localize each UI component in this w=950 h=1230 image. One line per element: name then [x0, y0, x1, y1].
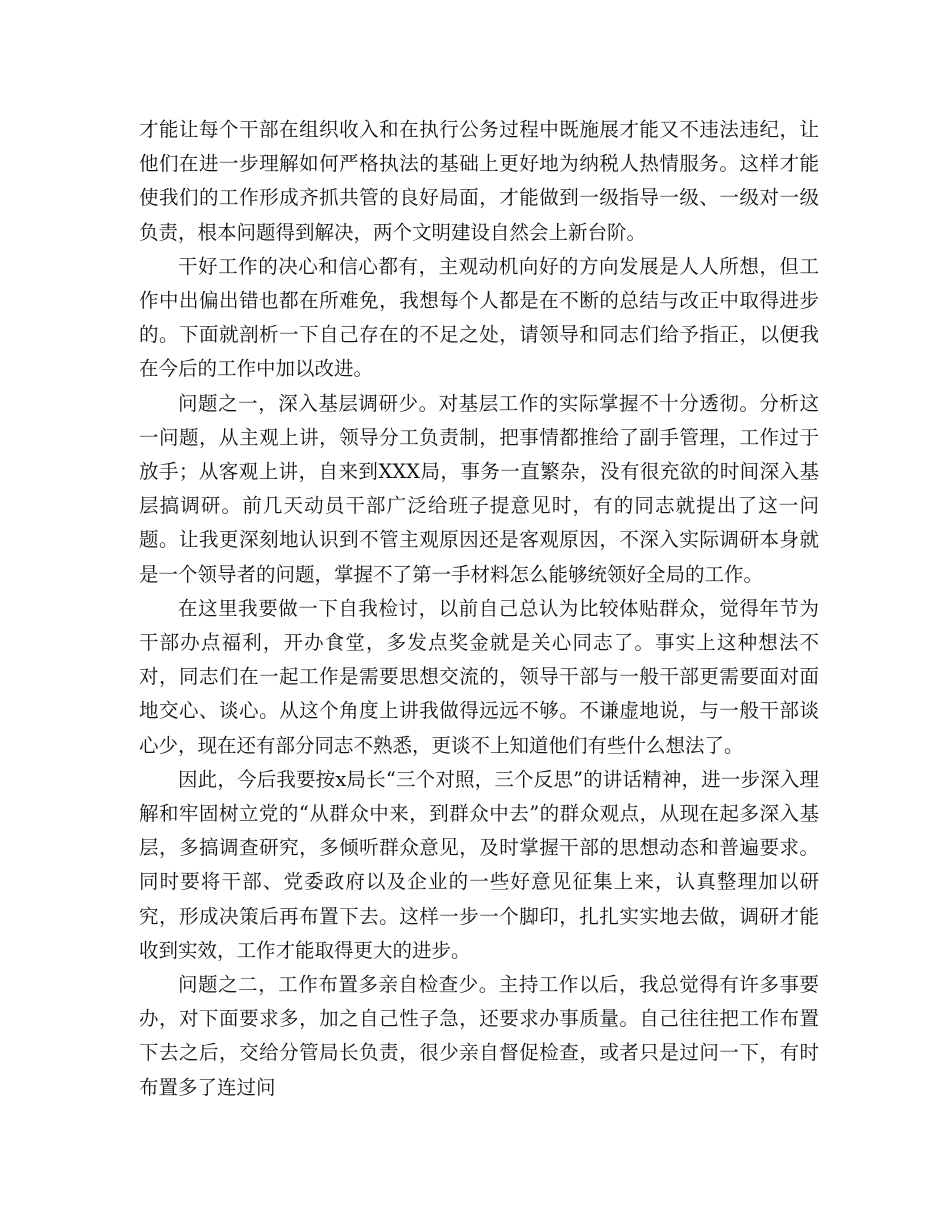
paragraph: 干好工作的决心和信心都有，主观动机向好的方向发展是人人所想，但工作中出偏出错也都在所难免，我想每个人都是在不断的总结与改正中取得进步的。下面就剖析一下自己存在的不足之处，请领导和同志们给予指正，以便我在今后的工作中加以改进。 [139, 254, 819, 381]
paragraph: 问题之一，深入基层调研少。对基层工作的实际掌握不十分透彻。分析这一问题，从主观上讲，领导分工负责制，把事情都推给了副手管理，工作过于放手；从客观上讲，自来到XXX局，事务一直繁杂，没有很充欲的时间深入基层搞调研。前几天动员干部广泛给班子提意见时，有的同志就提出了这一问题。让我更深刻地认识到不管主观原因还是客观原因，不深入实际调研本身就是一个领导者的问题，掌握不了第一手材料怎么能够统领好全局的工作。 [139, 391, 819, 586]
paragraph: 才能让每个干部在组织收入和在执行公务过程中既施展才能又不违法违纪，让他们在进一步理解如何严格执法的基础上更好地为纳税人热情服务。这样才能使我们的工作形成齐抓共管的良好局面，才能做到一级指导一级、一级对一级负责，根本问题得到解决，两个文明建设自然会上新台阶。 [139, 118, 819, 244]
paragraph: 问题之二，工作布置多亲自检查少。主持工作以后，我总觉得有许多事要办，对下面要求多，加之自己性子急，还要求办事质量。自己往往把工作布置下去之后，交给分管局长负责，很少亲自督促检查，或者只是过问一下，有时布置多了连过问 [139, 973, 819, 1099]
document-body [139, 113, 819, 1105]
paragraph: 在这里我要做一下自我检讨，以前自己总认为比较体贴群众，觉得年节为干部办点福利，开办食堂，多发点奖金就是关心同志了。事实上这种想法不对，同志们在一起工作是需要思想交流的，领导干部与一般干部更需要面对面地交心、谈心。从这个角度上讲我做得远远不够。不谦虚地说，与一般干部谈心少，现在还有部分同志不熟悉，更谈不上知道他们有些什么想法了。 [139, 596, 819, 757]
paragraph: 因此，今后我要按x局长“三个对照，三个反思”的讲话精神，进一步深入理解和牢固树立党的“从群众中来，到群众中去”的群众观点，从现在起多深入基层，多搞调查研究，多倾听群众意见，及时掌握干部的思想动态和普遍要求。同时要将干部、党委政府以及企业的一些好意见征集上来，认真整理加以研究，形成决策后再布置下去。这样一步一个脚印，扎扎实实地去做，调研才能收到实效，工作才能取得更大的进步。 [139, 767, 819, 962]
